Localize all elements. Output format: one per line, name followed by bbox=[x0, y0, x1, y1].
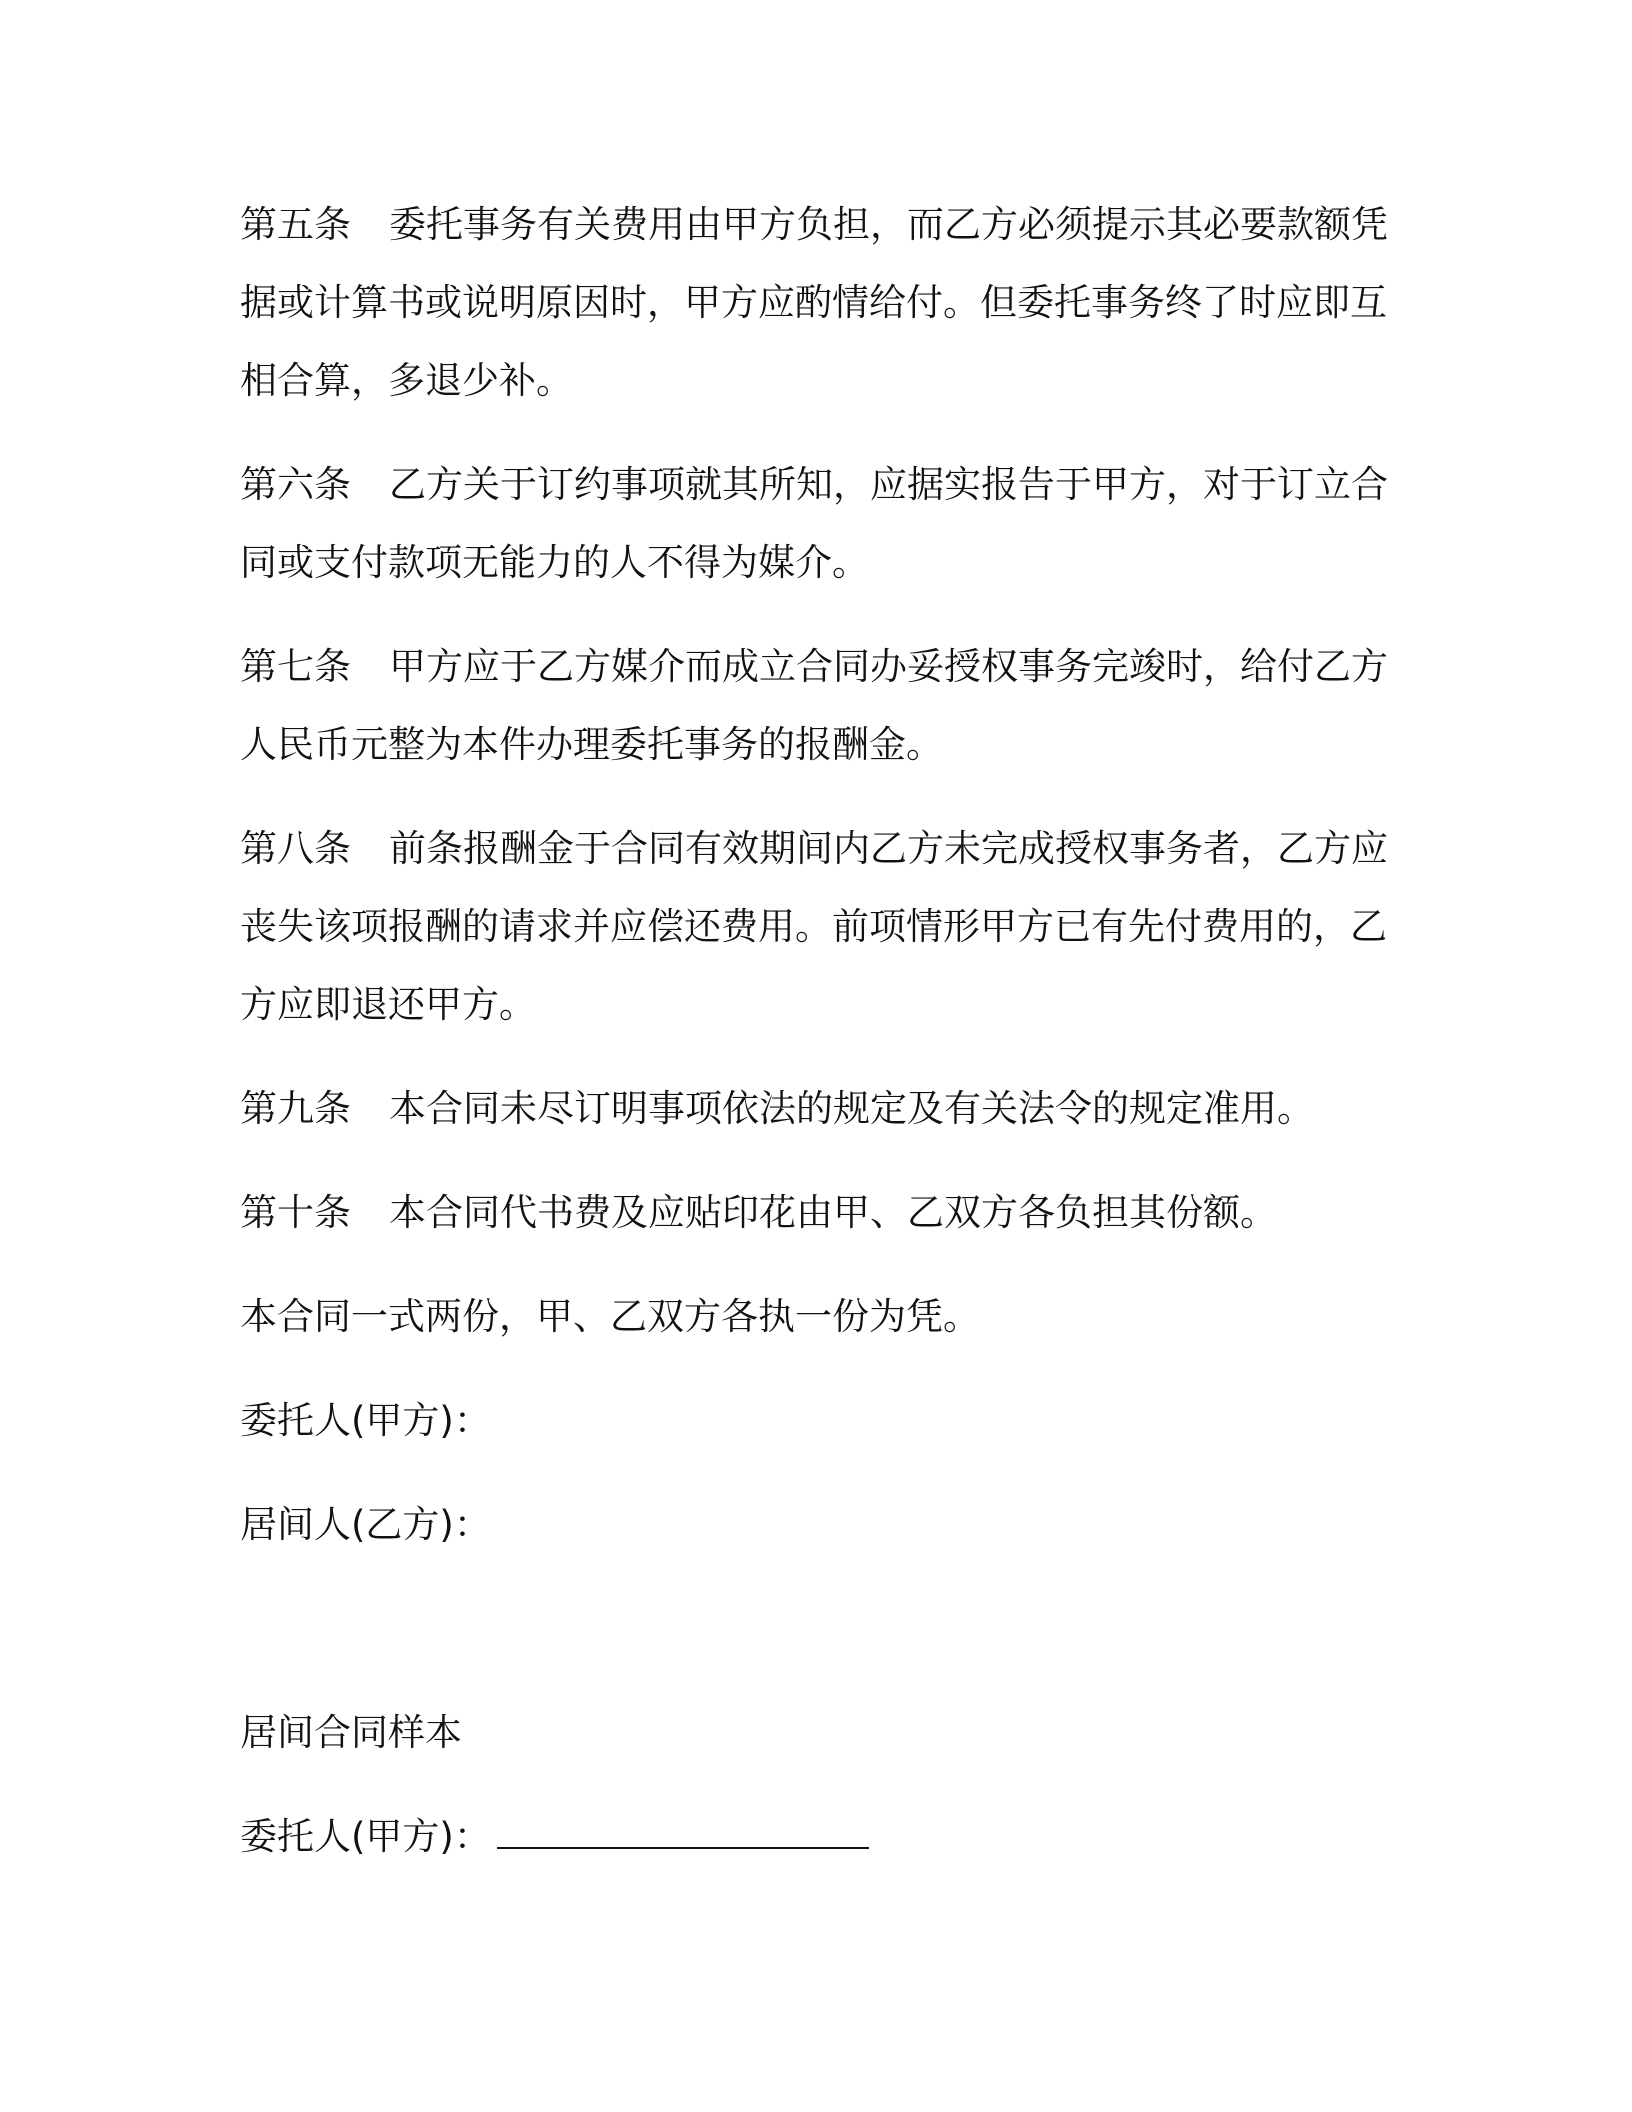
article-text: 乙方关于订约事项就其所知，应据实报告于甲方，对于订立合同或支付款项无能力的人不得为媒介。 bbox=[240, 463, 1388, 584]
article-text: 本合同代书费及应贴印花由甲、乙双方各负担其份额。 bbox=[389, 1191, 1277, 1234]
article-text: 本合同未尽订明事项依法的规定及有关法令的规定准用。 bbox=[389, 1087, 1314, 1130]
intermediary-signature-label: 居间人(乙方)： bbox=[240, 1503, 491, 1546]
sample-principal-label: 委托人(甲方)： bbox=[240, 1815, 491, 1858]
section-spacer bbox=[240, 1590, 1400, 1694]
article-7 bbox=[240, 628, 1400, 784]
principal-blank-line bbox=[497, 1817, 869, 1849]
article-label: 第十条 bbox=[240, 1191, 351, 1234]
article-label: 第八条 bbox=[240, 827, 351, 870]
article-label: 第五条 bbox=[240, 203, 351, 246]
article-6 bbox=[240, 446, 1400, 602]
article-8 bbox=[240, 810, 1400, 1044]
principal-signature-label: 委托人(甲方)： bbox=[240, 1399, 491, 1442]
article-label: 第六条 bbox=[240, 463, 351, 506]
article-10 bbox=[240, 1174, 1400, 1252]
closing-statement: 本合同一式两份，甲、乙双方各执一份为凭。 bbox=[240, 1295, 980, 1338]
article-label: 第九条 bbox=[240, 1087, 351, 1130]
article-label: 第七条 bbox=[240, 645, 351, 688]
article-5 bbox=[240, 186, 1400, 420]
article-text: 甲方应于乙方媒介而成立合同办妥授权事务完竣时，给付乙方人民币元整为本件办理委托事务的报酬金。 bbox=[240, 645, 1388, 766]
sample-principal-line bbox=[240, 1798, 1400, 1876]
document-body bbox=[240, 186, 1400, 1902]
article-text: 前条报酬金于合同有效期间内乙方未完成授权事务者，乙方应丧失该项报酬的请求并应偿还费用。前项情形甲方已有先付费用的，乙方应即退还甲方。 bbox=[240, 827, 1388, 1026]
article-text: 委托事务有关费用由甲方负担，而乙方必须提示其必要款额凭据或计算书或说明原因时，甲方应酌情给付。但委托事务终了时应即互相合算，多退少补。 bbox=[240, 203, 1388, 402]
sample-title: 居间合同样本 bbox=[240, 1711, 462, 1754]
article-9 bbox=[240, 1070, 1400, 1148]
